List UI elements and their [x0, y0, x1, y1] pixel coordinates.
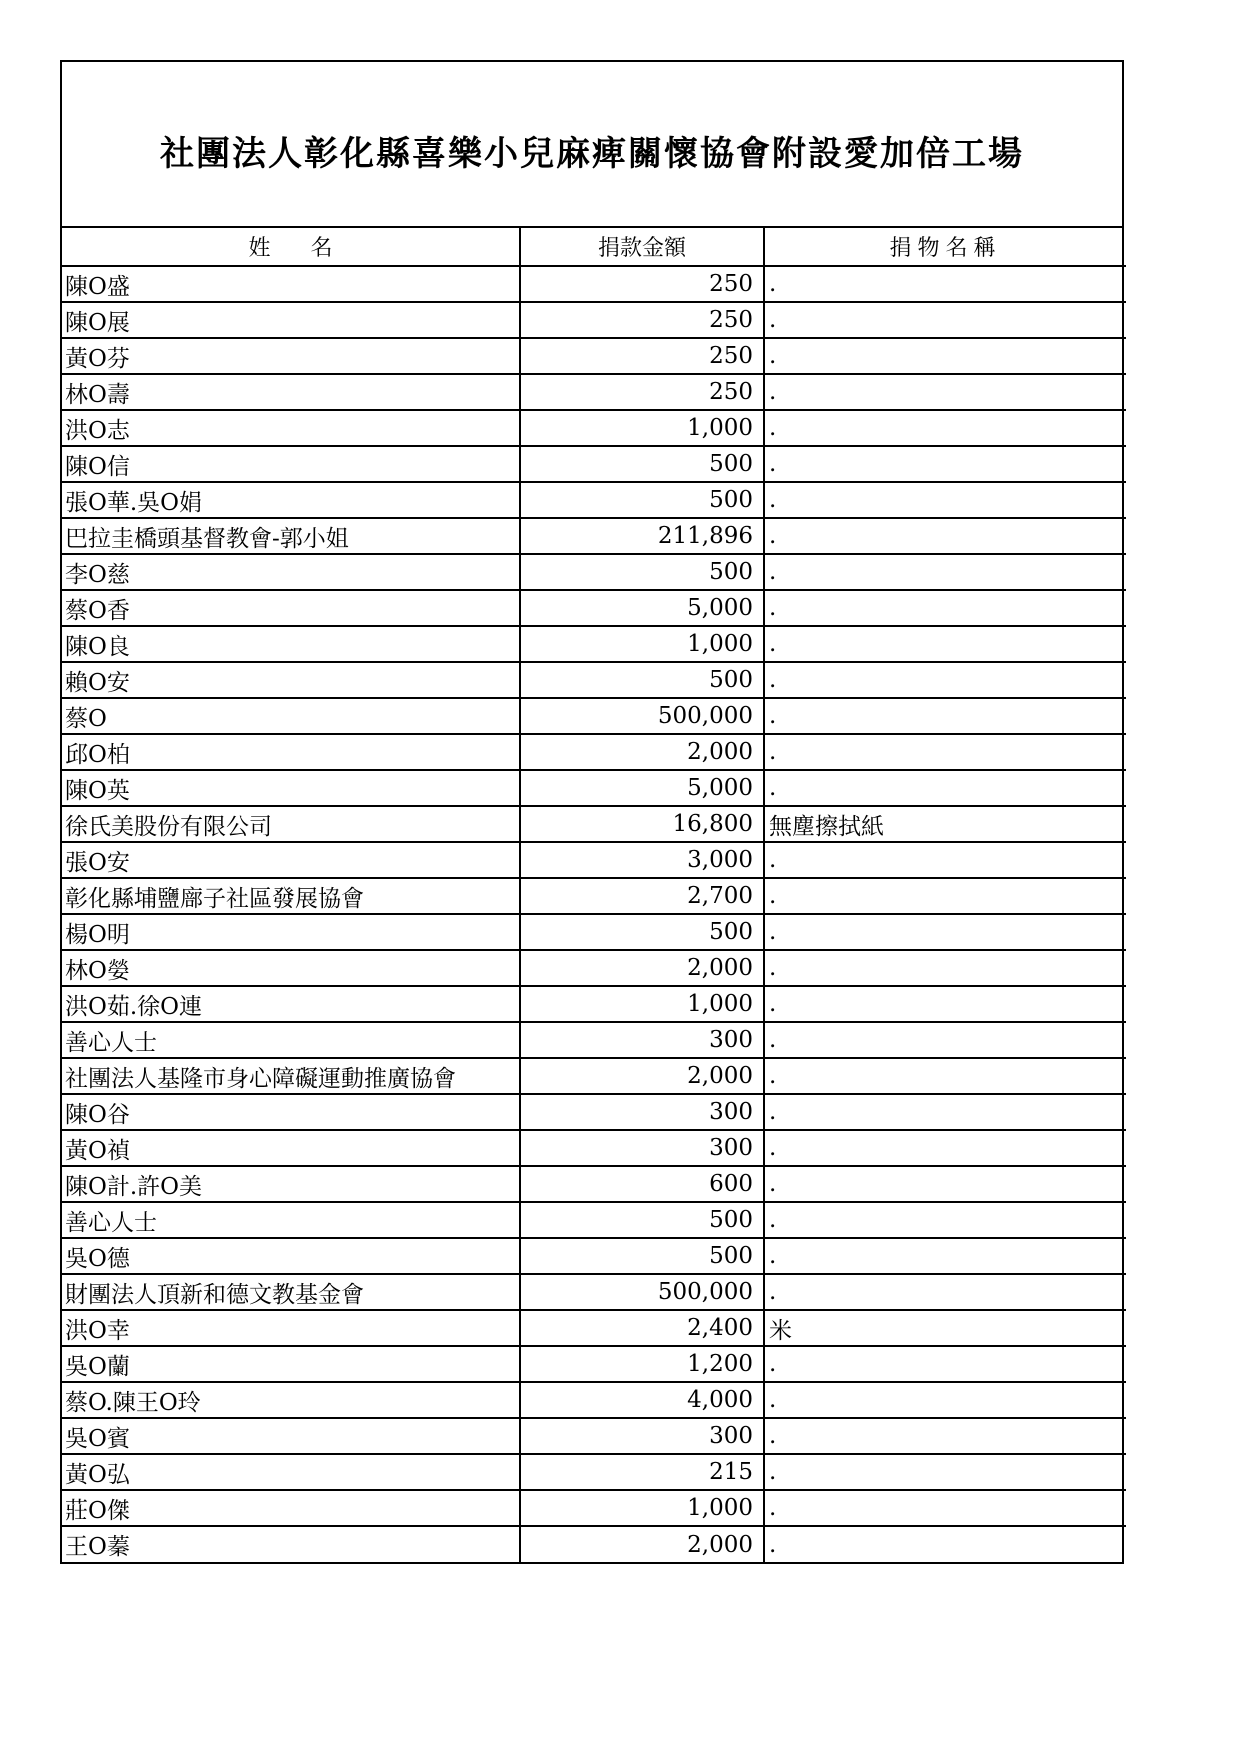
- donor-name-cell: 林O嫈: [62, 950, 520, 986]
- donated-item-cell: .: [764, 1526, 1126, 1562]
- donor-name-cell: 林O壽: [62, 374, 520, 410]
- donated-item-cell: .: [764, 410, 1126, 446]
- donation-amount-cell: 250: [520, 302, 764, 338]
- donor-name-cell: 賴O安: [62, 662, 520, 698]
- donated-item-cell: .: [764, 482, 1126, 518]
- donated-item-cell: .: [764, 626, 1126, 662]
- donor-name-cell: 陳O良: [62, 626, 520, 662]
- donated-item-cell: .: [764, 446, 1126, 482]
- table-row: [62, 770, 1126, 806]
- donated-item-cell: .: [764, 770, 1126, 806]
- table-row: [62, 1130, 1126, 1166]
- table-row: [62, 1022, 1126, 1058]
- donor-name-cell: 蔡O.陳王O玲: [62, 1382, 520, 1418]
- donated-item-cell: .: [764, 986, 1126, 1022]
- donation-amount-cell: 500: [520, 1202, 764, 1238]
- title-box: [62, 62, 1122, 228]
- donor-name-cell: 洪O幸: [62, 1310, 520, 1346]
- donated-item-cell: .: [764, 554, 1126, 590]
- donation-amount-cell: 250: [520, 374, 764, 410]
- donor-name-cell: 洪O志: [62, 410, 520, 446]
- donor-name-cell: 邱O柏: [62, 734, 520, 770]
- donation-amount-cell: 211,896: [520, 518, 764, 554]
- table-row: [62, 698, 1126, 734]
- donation-amount-cell: 1,200: [520, 1346, 764, 1382]
- donation-amount-cell: 215: [520, 1454, 764, 1490]
- column-header-amount: 捐款金額: [520, 228, 764, 266]
- donor-name-cell: 張O華.吳O娟: [62, 482, 520, 518]
- table-row: [62, 1454, 1126, 1490]
- donor-name-cell: 吳O德: [62, 1238, 520, 1274]
- donor-name-cell: 李O慈: [62, 554, 520, 590]
- donated-item-cell: .: [764, 302, 1126, 338]
- donated-item-cell: .: [764, 1274, 1126, 1310]
- donor-name-cell: 吳O賓: [62, 1418, 520, 1454]
- donated-item-cell: .: [764, 1166, 1126, 1202]
- donated-item-cell: .: [764, 1418, 1126, 1454]
- table-row: [62, 1310, 1126, 1346]
- table-row: [62, 1166, 1126, 1202]
- table-row: [62, 1238, 1126, 1274]
- donation-amount-cell: 500: [520, 1238, 764, 1274]
- donation-amount-cell: 300: [520, 1130, 764, 1166]
- document-title: 社團法人彰化縣喜樂小兒麻痺關懷協會附設愛加倍工場: [160, 134, 1024, 174]
- donor-name-cell: 黃O禎: [62, 1130, 520, 1166]
- donor-name-cell: 財團法人頂新和德文教基金會: [62, 1274, 520, 1310]
- donor-name-cell: 彰化縣埔鹽廍子社區發展協會: [62, 878, 520, 914]
- donation-amount-cell: 500: [520, 554, 764, 590]
- header-row: [62, 228, 1126, 266]
- donation-sheet: [60, 60, 1124, 1564]
- donated-item-cell: .: [764, 374, 1126, 410]
- table-row: [62, 266, 1126, 302]
- donation-amount-cell: 1,000: [520, 410, 764, 446]
- table-row: [62, 446, 1126, 482]
- donation-amount-cell: 500: [520, 482, 764, 518]
- column-header-name: 姓名: [62, 228, 520, 266]
- donation-table: [62, 228, 1126, 1562]
- donor-name-cell: 黃O弘: [62, 1454, 520, 1490]
- donation-amount-cell: 2,000: [520, 1526, 764, 1562]
- donation-amount-cell: 4,000: [520, 1382, 764, 1418]
- donated-item-cell: .: [764, 1346, 1126, 1382]
- donation-amount-cell: 16,800: [520, 806, 764, 842]
- donated-item-cell: .: [764, 1130, 1126, 1166]
- donation-amount-cell: 250: [520, 266, 764, 302]
- donated-item-cell: 無塵擦拭紙: [764, 806, 1126, 842]
- table-row: [62, 374, 1126, 410]
- donation-amount-cell: 2,400: [520, 1310, 764, 1346]
- table-row: [62, 734, 1126, 770]
- donated-item-cell: .: [764, 914, 1126, 950]
- donation-amount-cell: 3,000: [520, 842, 764, 878]
- donor-name-cell: 徐氏美股份有限公司: [62, 806, 520, 842]
- donor-name-cell: 陳O信: [62, 446, 520, 482]
- table-row: [62, 302, 1126, 338]
- table-body: [62, 266, 1126, 1562]
- donor-name-cell: 陳O英: [62, 770, 520, 806]
- donation-amount-cell: 600: [520, 1166, 764, 1202]
- donated-item-cell: .: [764, 842, 1126, 878]
- donor-name-cell: 王O蓁: [62, 1526, 520, 1562]
- donation-amount-cell: 250: [520, 338, 764, 374]
- table-row: [62, 1058, 1126, 1094]
- donor-name-cell: 善心人士: [62, 1202, 520, 1238]
- donor-name-cell: 蔡O香: [62, 590, 520, 626]
- donation-amount-cell: 300: [520, 1094, 764, 1130]
- donation-amount-cell: 500,000: [520, 698, 764, 734]
- donated-item-cell: .: [764, 662, 1126, 698]
- donor-name-cell: 蔡O: [62, 698, 520, 734]
- table-row: [62, 662, 1126, 698]
- donation-amount-cell: 500,000: [520, 1274, 764, 1310]
- donated-item-cell: .: [764, 266, 1126, 302]
- donated-item-cell: .: [764, 1202, 1126, 1238]
- donor-name-cell: 巴拉圭橋頭基督教會-郭小姐: [62, 518, 520, 554]
- donor-name-cell: 莊O傑: [62, 1490, 520, 1526]
- table-row: [62, 1418, 1126, 1454]
- donated-item-cell: .: [764, 1382, 1126, 1418]
- table-row: [62, 554, 1126, 590]
- donated-item-cell: 米: [764, 1310, 1126, 1346]
- table-row: [62, 590, 1126, 626]
- donor-name-cell: 陳O谷: [62, 1094, 520, 1130]
- table-row: [62, 1490, 1126, 1526]
- donor-name-cell: 張O安: [62, 842, 520, 878]
- table-row: [62, 410, 1126, 446]
- donated-item-cell: .: [764, 1238, 1126, 1274]
- donor-name-cell: 洪O茹.徐O連: [62, 986, 520, 1022]
- donated-item-cell: .: [764, 950, 1126, 986]
- table-row: [62, 1094, 1126, 1130]
- donor-name-cell: 社團法人基隆市身心障礙運動推廣協會: [62, 1058, 520, 1094]
- donated-item-cell: .: [764, 1490, 1126, 1526]
- table-row: [62, 950, 1126, 986]
- donor-name-cell: 黃O芬: [62, 338, 520, 374]
- donation-amount-cell: 1,000: [520, 1490, 764, 1526]
- donation-amount-cell: 300: [520, 1418, 764, 1454]
- donation-amount-cell: 500: [520, 446, 764, 482]
- table-row: [62, 338, 1126, 374]
- donor-name-cell: 吳O蘭: [62, 1346, 520, 1382]
- table-row: [62, 842, 1126, 878]
- donation-amount-cell: 2,000: [520, 734, 764, 770]
- table-row: [62, 518, 1126, 554]
- donated-item-cell: .: [764, 590, 1126, 626]
- table-row: [62, 1202, 1126, 1238]
- donor-name-cell: 善心人士: [62, 1022, 520, 1058]
- donated-item-cell: .: [764, 698, 1126, 734]
- donation-amount-cell: 5,000: [520, 770, 764, 806]
- table-row: [62, 1382, 1126, 1418]
- donation-amount-cell: 300: [520, 1022, 764, 1058]
- donated-item-cell: .: [764, 1022, 1126, 1058]
- donation-amount-cell: 1,000: [520, 626, 764, 662]
- table-row: [62, 986, 1126, 1022]
- donated-item-cell: .: [764, 734, 1126, 770]
- column-header-item: 捐物名稱: [764, 228, 1126, 266]
- donor-name-cell: 楊O明: [62, 914, 520, 950]
- table-row: [62, 1526, 1126, 1562]
- donated-item-cell: .: [764, 1058, 1126, 1094]
- donor-name-cell: 陳O計.許O美: [62, 1166, 520, 1202]
- donation-amount-cell: 500: [520, 662, 764, 698]
- donation-amount-cell: 500: [520, 914, 764, 950]
- donor-name-cell: 陳O展: [62, 302, 520, 338]
- donation-amount-cell: 2,000: [520, 1058, 764, 1094]
- donor-name-cell: 陳O盛: [62, 266, 520, 302]
- donated-item-cell: .: [764, 338, 1126, 374]
- table-row: [62, 878, 1126, 914]
- table-row: [62, 914, 1126, 950]
- donated-item-cell: .: [764, 518, 1126, 554]
- table-row: [62, 482, 1126, 518]
- donated-item-cell: .: [764, 1094, 1126, 1130]
- table-row: [62, 806, 1126, 842]
- donation-amount-cell: 2,700: [520, 878, 764, 914]
- donation-amount-cell: 5,000: [520, 590, 764, 626]
- table-row: [62, 1346, 1126, 1382]
- table-row: [62, 1274, 1126, 1310]
- donated-item-cell: .: [764, 878, 1126, 914]
- donation-amount-cell: 2,000: [520, 950, 764, 986]
- table-row: [62, 626, 1126, 662]
- donated-item-cell: .: [764, 1454, 1126, 1490]
- donation-amount-cell: 1,000: [520, 986, 764, 1022]
